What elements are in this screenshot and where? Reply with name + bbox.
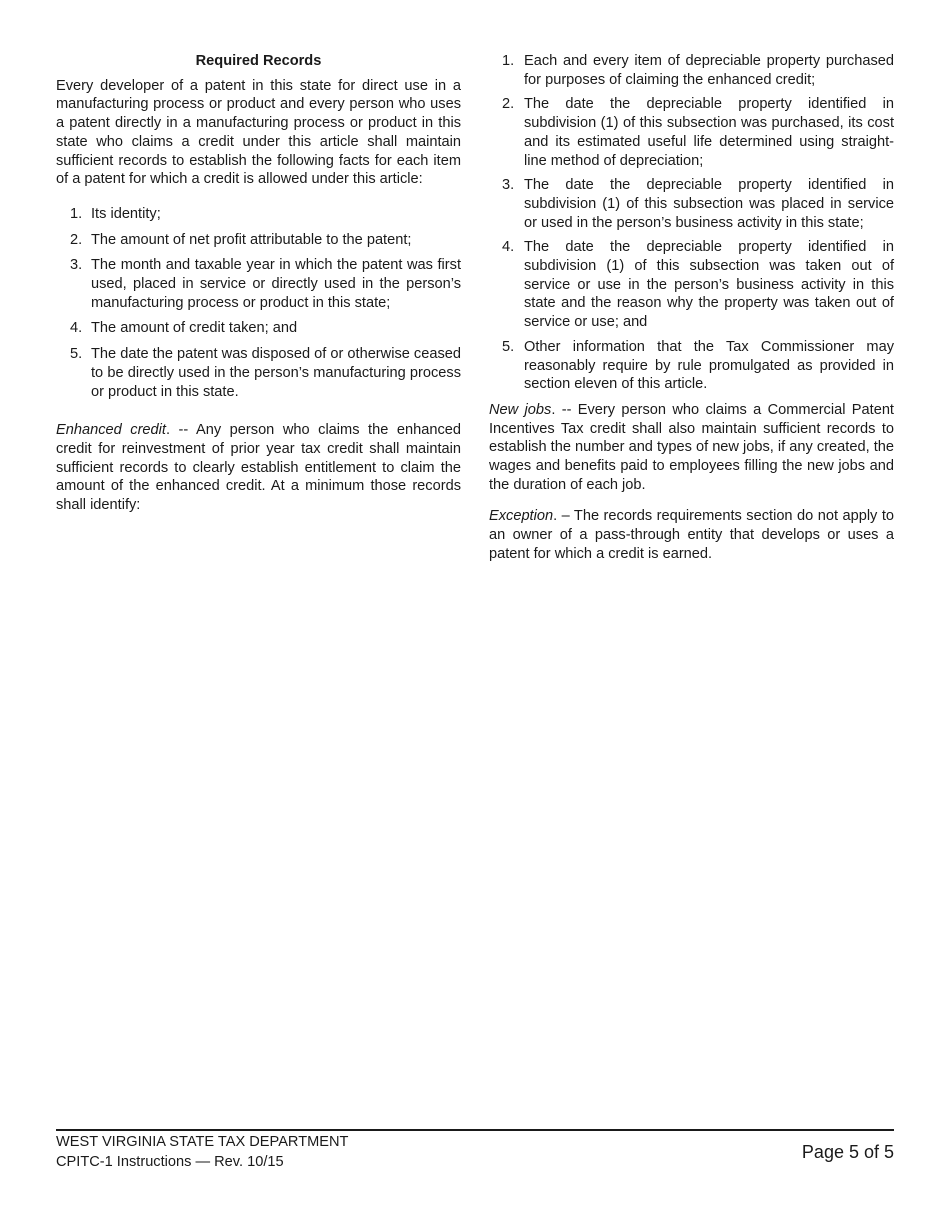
new-jobs-text: . -- Every person who claims a Commercial Patent Incentives Tax credit shall also maintain sufficient records to establish the number and types of new jobs, if any created, the wages and benefits paid to employees filling the new jobs and the duration of each job. xyxy=(489,401,894,493)
list-item-text: Its identity; xyxy=(91,205,161,222)
list-item-number: 5. xyxy=(70,346,83,363)
footer-form-revision: CPITC-1 Instructions — Rev. 10/15 xyxy=(56,1153,284,1170)
list-item xyxy=(489,95,894,170)
list-item-number: 4. xyxy=(502,239,515,256)
list-item-text: The date the patent was disposed of or otherwise ceased to be directly used in the person’s manufacturing process or product in this state. xyxy=(91,346,461,400)
enhanced-credit-label: Enhanced credit xyxy=(56,422,166,439)
list-item-text: Each and every item of depreciable property purchased for purposes of claiming the enhanced credit; xyxy=(524,53,894,88)
new-jobs-label: New jobs xyxy=(489,401,552,418)
exception-text: . – The records requirements section do not apply to an owner of a pass-through entity that develops or uses a patent for which a credit is earned. xyxy=(489,508,894,562)
required-records-list xyxy=(56,205,461,401)
left-column xyxy=(56,52,461,515)
enhanced-credit-paragraph xyxy=(56,421,461,515)
list-item-number: 2. xyxy=(70,231,83,248)
footer-divider xyxy=(56,1129,894,1131)
list-item xyxy=(56,205,461,224)
list-item-number: 2. xyxy=(502,96,515,113)
list-item xyxy=(56,231,461,250)
list-item xyxy=(56,319,461,338)
right-column xyxy=(489,52,894,564)
list-item-text: The date the depreciable property identified in subdivision (1) of this subsection was placed in service or used in the person’s business activity in this state; xyxy=(524,177,894,231)
exception-label: Exception xyxy=(489,508,554,525)
new-jobs-paragraph xyxy=(489,401,894,495)
footer-department: WEST VIRGINIA STATE TAX DEPARTMENT xyxy=(56,1134,349,1150)
list-item-text: The month and taxable year in which the patent was first used, placed in service or directly used in the person’s manufacturing process or product in this state; xyxy=(91,257,461,311)
list-item-number: 3. xyxy=(502,177,515,194)
section-heading: Required Records xyxy=(195,53,322,69)
list-item-number: 3. xyxy=(70,257,83,274)
list-item xyxy=(56,345,461,401)
exception-paragraph xyxy=(489,507,894,563)
list-item-number: 1. xyxy=(502,53,515,69)
list-item xyxy=(489,238,894,332)
list-item-text: The date the depreciable property identified in subdivision (1) of this subsection was purchased, its cost and its estimated useful life determined using straight-line method of depreciation; xyxy=(524,96,894,169)
list-item-text: Other information that the Tax Commissioner may reasonably require by rule promulgated as provided in section eleven of this article. xyxy=(524,338,894,393)
required-records-intro: Every developer of a patent in this state for direct use in a manufacturing process or product and every person who uses a patent directly in a manufacturing process or product in this state who claims a credit under this article shall maintain sufficient records to establish the following facts for each item of a patent for which a credit is allowed under this article: xyxy=(56,77,461,188)
list-item xyxy=(489,52,894,89)
list-item-number: 5. xyxy=(502,338,515,355)
page-number: Page 5 of 5 xyxy=(801,1142,894,1162)
footer-info xyxy=(56,1133,348,1172)
list-item-text: The amount of net profit attributable to the patent; xyxy=(91,231,412,248)
list-item-text: The date the depreciable property identified in subdivision (1) of this subsection was taken out of service or use in the person’s business activity in this state and the reason why the property was taken out of service or use; and xyxy=(524,239,894,331)
list-item-number: 1. xyxy=(70,205,83,222)
list-item-number: 4. xyxy=(70,320,83,337)
list-item-text: The amount of credit taken; and xyxy=(91,320,298,337)
list-item xyxy=(489,176,894,232)
list-item xyxy=(56,256,461,312)
enhanced-credit-records-list xyxy=(489,52,894,394)
list-item xyxy=(489,338,894,394)
enhanced-credit-text: . -- Any person who claims the enhanced credit for reinvestment of prior year tax credit shall maintain sufficient records to clearly establish entitlement to claim the amount of the enhanced credit. At a minimum those records shall identify: xyxy=(56,422,461,514)
